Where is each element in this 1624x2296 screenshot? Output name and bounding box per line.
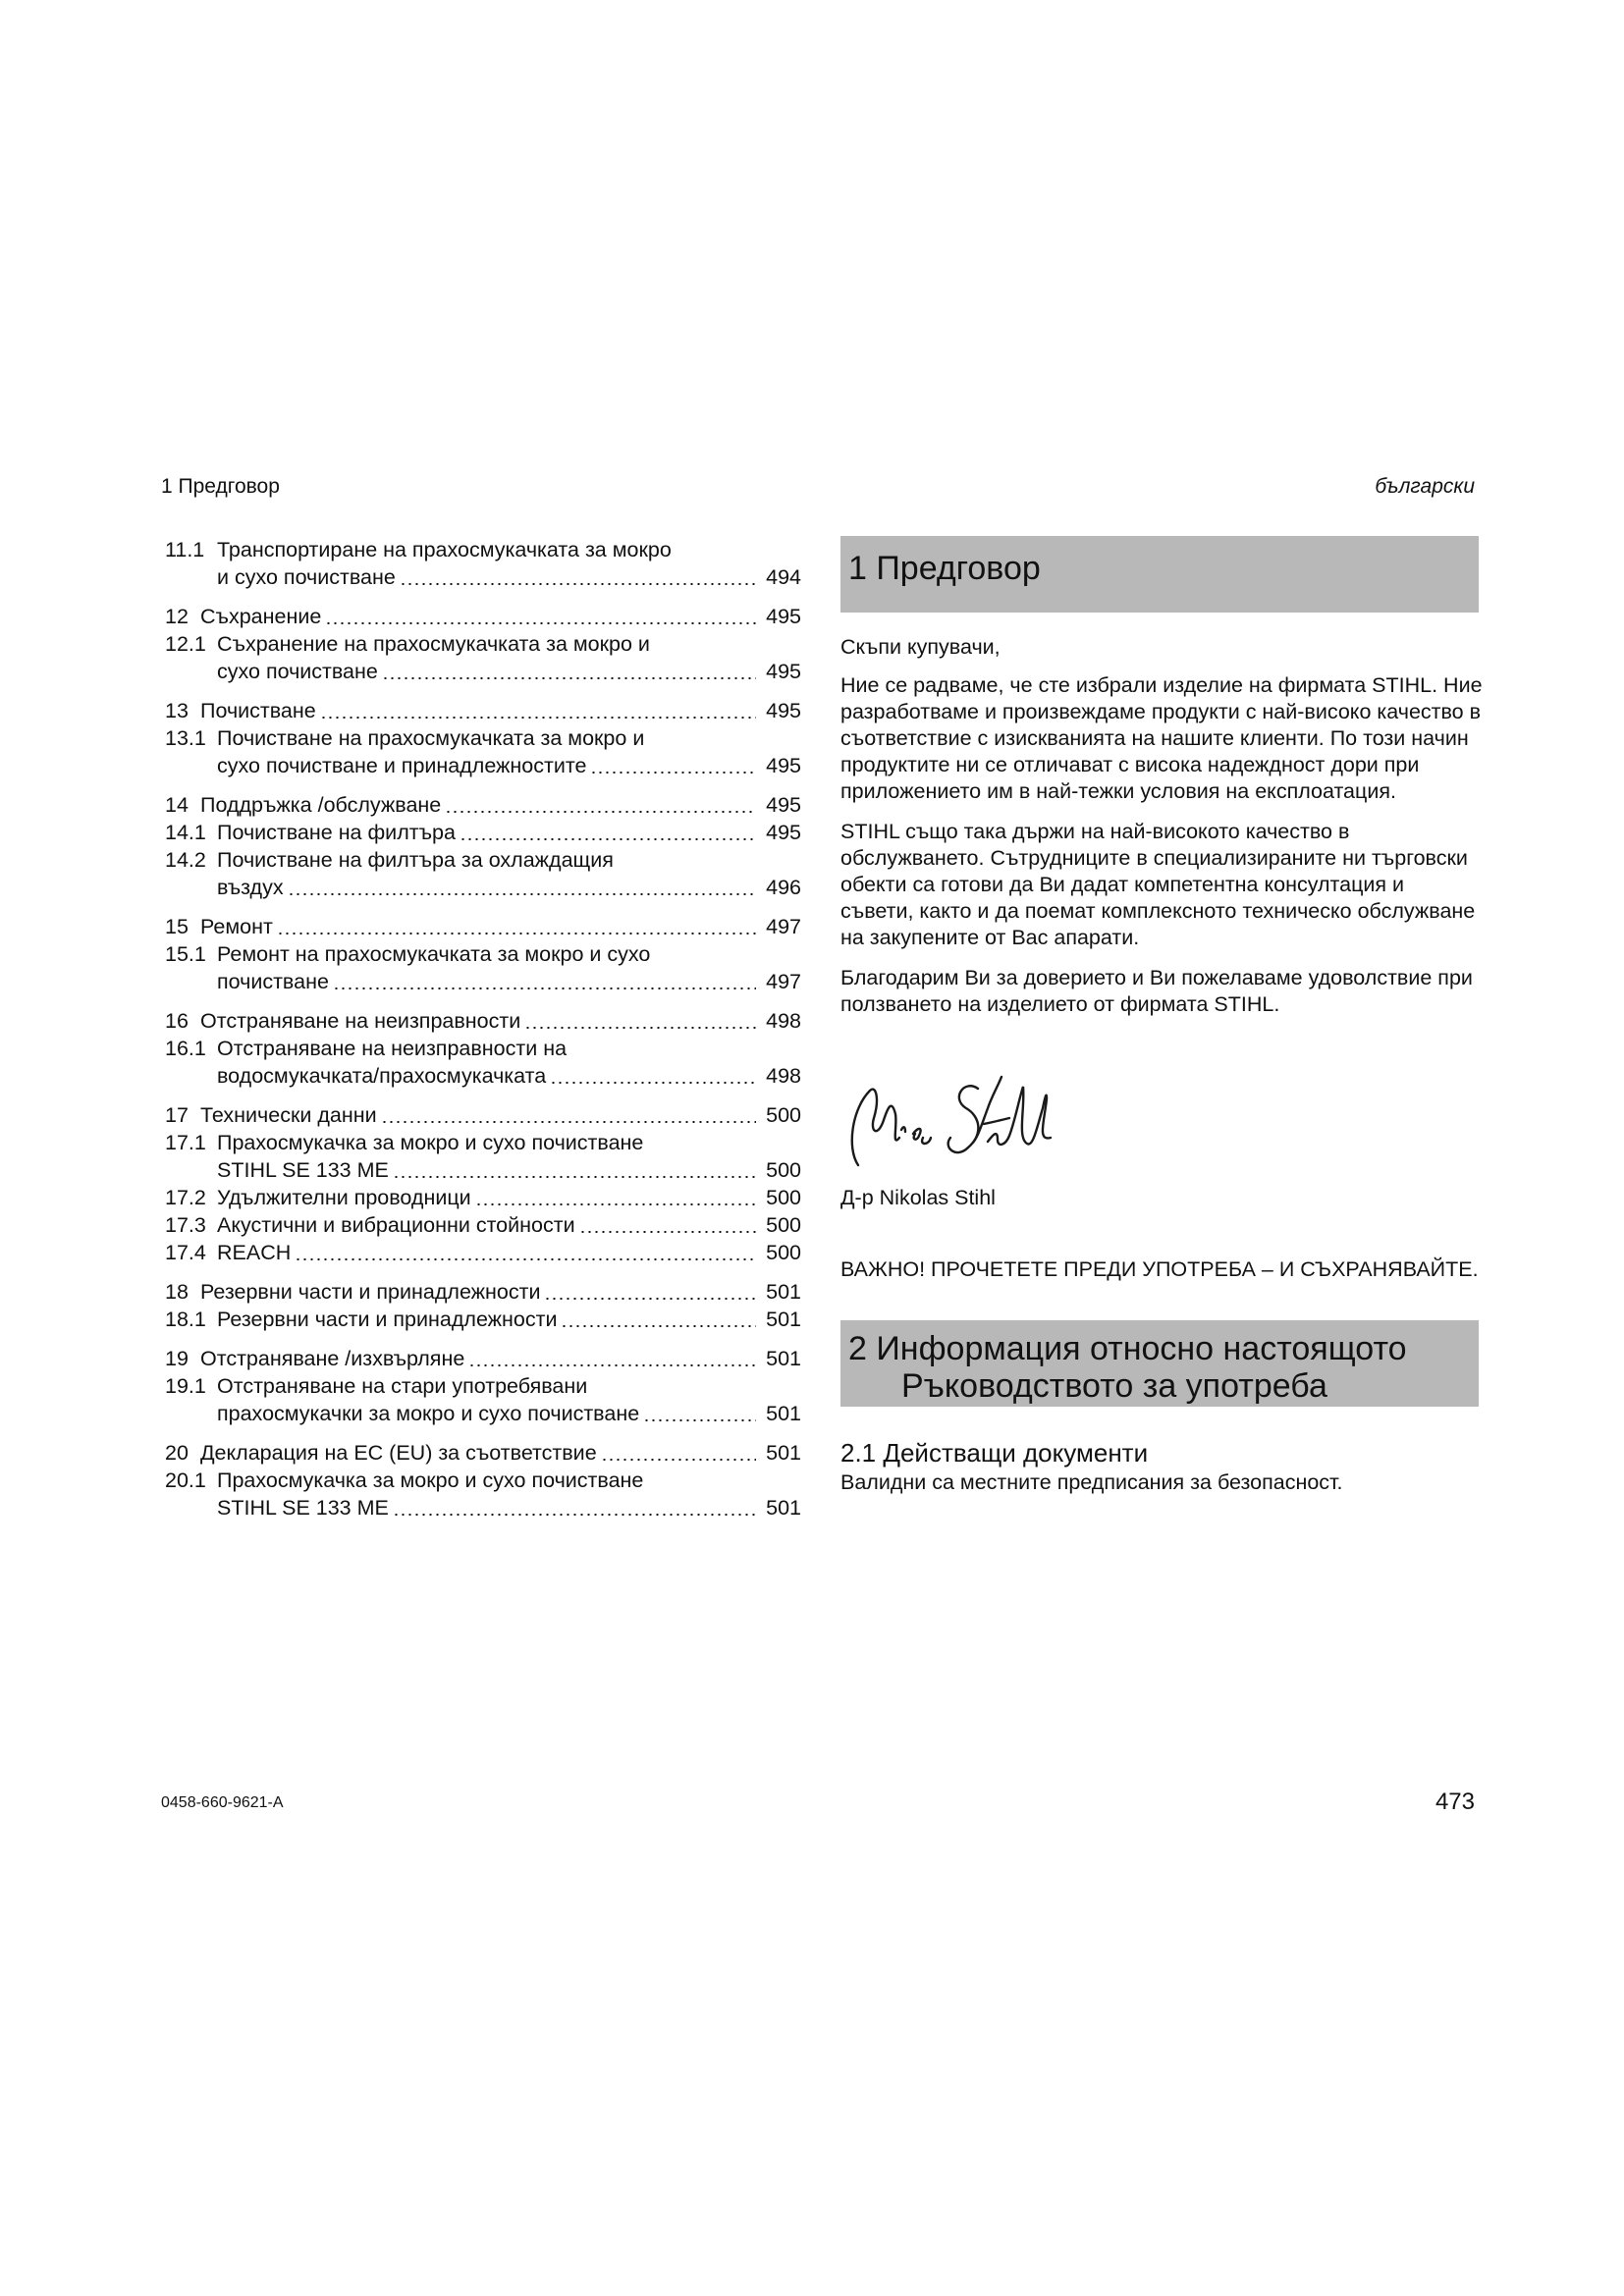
toc-entry [165,1007,801,1035]
toc-entry [165,940,801,995]
toc-entry-title: Прахосмукачка за мокро и сухо почистване [217,1131,644,1154]
toc-entry-title: Почистване на филтъра [217,821,456,844]
toc-entry-page: 498 [766,1064,801,1088]
section-2-heading-line1: 2 Информация относно настоящото [848,1330,1407,1367]
toc-entry-title: Ремонт [200,915,273,938]
subsection-2-1-heading: 2.1 Действащи документи [840,1438,1149,1468]
toc-entry [165,1101,801,1129]
toc-entry-number: 17.1 [165,1131,206,1154]
right-column [840,536,1483,1496]
toc-entry [165,1239,801,1266]
toc-entry-title: Съхранение на прахосмукачката за мокро и [217,632,650,656]
toc-entry-page: 501 [766,1402,801,1425]
toc-entry-title: Поддръжка /обслужване [200,793,442,817]
toc-entry-title: Декларация на ЕС (EU) за съответствие [200,1441,597,1465]
toc-entry-page: 500 [766,1213,801,1237]
toc-entry-page: 495 [766,660,801,683]
toc-dot-leader [381,1121,756,1123]
toc-entry [165,1278,801,1306]
signature [840,1069,1483,1177]
toc-entry-title: Почистване на прахосмукачката за мокро и [217,726,645,750]
salutation: Скъпи купувачи, [840,635,1001,659]
toc-entry-number: 17.3 [165,1213,206,1237]
toc-dot-leader [325,622,756,624]
toc-entry-title: сухо почистване [217,660,378,683]
toc-entry-number: 12 [165,605,189,628]
toc-entry-page: 496 [766,876,801,899]
toc-dot-leader [382,677,756,679]
toc-dot-leader [320,717,756,719]
toc-entry-title: STIHL SE 133 ME [217,1496,389,1520]
page-number: 473 [1435,1789,1475,1815]
toc-entry-page: 500 [766,1103,801,1127]
foreword-paragraph-2: STIHL също така държи на най-високото качество в обслужването. Сътрудниците в специализираните ни търговски обекти са готови да Ви дадат компетентна консултация и съвети, както и да поемат комплексното техническо обслужване на закупените от Вас апарати. [840,820,1476,949]
section-2-heading [840,1320,1479,1407]
toc-entry-title: Резервни части и принадлежности [217,1308,558,1331]
toc-entry [165,913,801,940]
toc-dot-leader [393,1176,756,1178]
toc-entry-page: 500 [766,1186,801,1209]
toc-entry-number: 12.1 [165,632,206,656]
toc-entry-page: 498 [766,1009,801,1033]
toc-entry [165,1372,801,1427]
toc-dot-leader [524,1027,756,1029]
toc-entry-number: 16.1 [165,1037,206,1060]
toc-entry-title: Прахосмукачка за мокро и сухо почистване [217,1468,644,1492]
toc-entry-number: 14 [165,793,189,817]
toc-entry-number: 14.2 [165,848,206,872]
running-header-chapter: 1 Предговор [161,475,280,498]
toc-dot-leader [445,811,756,813]
toc-entry [165,846,801,901]
toc-entry-number: 18 [165,1280,189,1304]
toc-entry-title: Технически данни [200,1103,377,1127]
foreword-heading: 1 Предговор [840,536,1479,613]
toc-entry-number: 15.1 [165,942,206,966]
toc-dot-leader [601,1459,756,1461]
toc-entry-title: Отстраняване /изхвърляне [200,1347,465,1370]
toc-entry-page: 495 [766,605,801,628]
toc-entry [165,1129,801,1184]
toc-entry-title: REACH [217,1241,292,1264]
toc-entry [165,697,801,724]
toc-entry-page: 501 [766,1308,801,1331]
foreword-paragraph-1: Ние се радваме, че сте избрали изделие на фирмата STIHL. Ние разработваме и произвеждаме продукти с най-високо качество в съответствие с изискванията на нашите клиенти. По този начин продуктите ни се отличават с висока надеждност дори при приложението им в най-тежки условия на експлоатация. [840,673,1483,803]
toc-entry-title: Акустични и вибрационни стойности [217,1213,575,1237]
toc-dot-leader [544,1298,756,1300]
toc-entry-page: 501 [766,1280,801,1304]
toc-entry-title: Резервни части и принадлежности [200,1280,541,1304]
toc-dot-leader [579,1231,756,1233]
toc-entry-title: сухо почистване и принадлежностите [217,754,587,777]
toc-entry-number: 15 [165,915,189,938]
toc-dot-leader [288,893,756,895]
toc-entry-page: 500 [766,1241,801,1264]
toc-entry [165,1184,801,1211]
toc-entry-number: 19 [165,1347,189,1370]
toc-entry-title: Почистване на филтъра за охлаждащия [217,848,614,872]
toc-entry [165,724,801,779]
foreword-paragraph-3: Благодарим Ви за доверието и Ви пожелаваме удоволствие при ползването на изделието от фирмата STIHL. [840,966,1473,1016]
toc-entry [165,1467,801,1522]
toc-dot-leader [400,583,756,585]
toc-entry-number: 20 [165,1441,189,1465]
signature-image [840,1069,1076,1177]
toc-entry-title: Съхранение [200,605,322,628]
toc-dot-leader [475,1203,756,1205]
toc-entry-page: 494 [766,565,801,589]
toc-entry [165,1345,801,1372]
toc-entry-number: 14.1 [165,821,206,844]
toc-entry-number: 20.1 [165,1468,206,1492]
toc-entry [165,1306,801,1333]
toc-entry-title: STIHL SE 133 ME [217,1158,389,1182]
toc-entry [165,630,801,685]
toc-entry [165,1035,801,1090]
toc-entry-title: Удължителни проводници [217,1186,471,1209]
signer-name: Д-р Nikolas Stihl [840,1186,996,1209]
toc-entry [165,603,801,630]
toc-entry-title: почистване [217,970,329,993]
toc-entry [165,536,801,591]
toc-entry-number: 11.1 [165,538,205,561]
toc-entry-title: Почистване [200,699,316,722]
toc-entry-title: Ремонт на прахосмукачката за мокро и сухо [217,942,651,966]
running-header-language: български [1375,475,1475,498]
table-of-contents [165,536,801,1522]
toc-entry-number: 18.1 [165,1308,206,1331]
toc-entry-title: прахосмукачки за мокро и сухо почистване [217,1402,640,1425]
toc-entry-title: и сухо почистване [217,565,396,589]
toc-entry-page: 495 [766,793,801,817]
toc-entry-title: Отстраняване на неизправности [200,1009,521,1033]
toc-entry-page: 495 [766,821,801,844]
toc-entry-title: въздух [217,876,284,899]
toc-entry-number: 13 [165,699,189,722]
toc-dot-leader [333,988,756,989]
toc-entry [165,791,801,819]
toc-entry-page: 501 [766,1496,801,1520]
subsection-2-1-text: Валидни са местните предписания за безопасност. [840,1470,1343,1494]
toc-entry-page: 497 [766,915,801,938]
toc-entry-title: водосмукачката/прахосмукачката [217,1064,547,1088]
toc-entry-number: 19.1 [165,1374,206,1398]
toc-entry-page: 497 [766,970,801,993]
toc-entry-page: 501 [766,1441,801,1465]
document-number: 0458-660-9621-A [161,1794,284,1811]
toc-dot-leader [295,1258,756,1260]
toc-dot-leader [393,1514,756,1516]
toc-entry [165,1211,801,1239]
toc-entry-number: 17.2 [165,1186,206,1209]
toc-dot-leader [277,933,756,934]
toc-entry-number: 16 [165,1009,189,1033]
section-2-heading-line2: Ръководството за употреба [901,1367,1327,1405]
toc-entry-title: Отстраняване на стари употребявани [217,1374,588,1398]
toc-dot-leader [468,1364,756,1366]
toc-dot-leader [590,772,756,774]
toc-dot-leader [550,1082,756,1084]
toc-dot-leader [561,1325,756,1327]
toc-entry-title: Отстраняване на неизправности на [217,1037,568,1060]
toc-entry [165,1439,801,1467]
toc-dot-leader [643,1419,756,1421]
toc-entry [165,819,801,846]
toc-dot-leader [460,838,756,840]
toc-entry-page: 495 [766,754,801,777]
toc-entry-title: Транспортиране на прахосмукачката за мокро [217,538,672,561]
toc-entry-page: 500 [766,1158,801,1182]
important-notice: ВАЖНО! ПРОЧЕТЕТЕ ПРЕДИ УПОТРЕБА – И СЪХРАНЯВАЙТЕ. [840,1257,1479,1281]
toc-entry-number: 13.1 [165,726,206,750]
toc-entry-page: 501 [766,1347,801,1370]
toc-entry-page: 495 [766,699,801,722]
toc-entry-number: 17 [165,1103,189,1127]
toc-entry-number: 17.4 [165,1241,206,1264]
